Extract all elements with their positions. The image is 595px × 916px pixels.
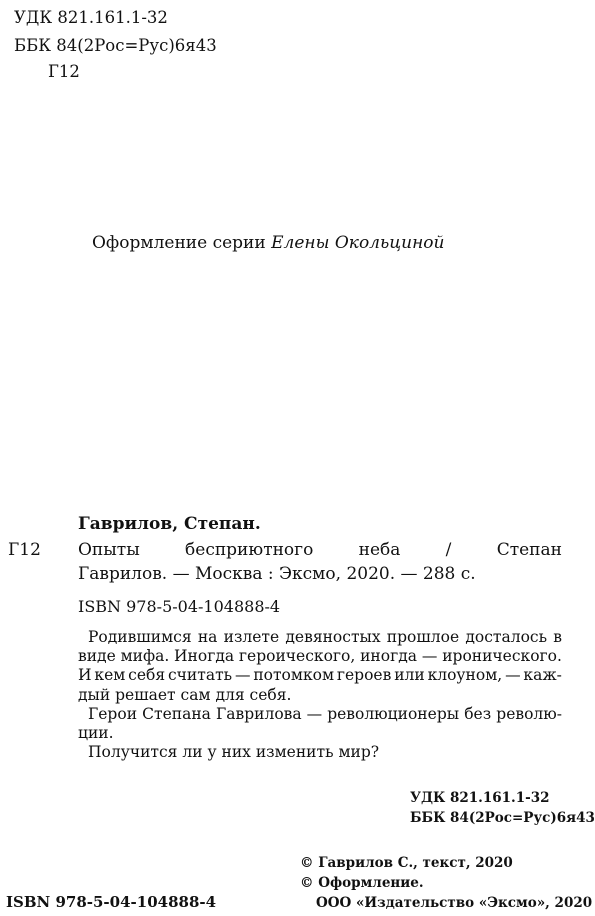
annotation-word: потомком: [253, 666, 335, 685]
annotation-word: девяностых: [285, 628, 381, 646]
annotation-text: ции.: [78, 724, 114, 743]
annotation-word: или: [394, 666, 425, 685]
annotation-word: героев: [336, 666, 392, 685]
annotation-word: себя: [128, 666, 166, 685]
annotation-word: каж-: [523, 666, 562, 685]
annotation-word: героического,: [238, 647, 356, 666]
annotation-word: виде: [78, 647, 116, 666]
annotation-word: —: [505, 666, 521, 685]
annotation-line-3: [78, 666, 562, 685]
annotation-word: мифа.: [120, 647, 170, 666]
author-mark: Г12: [8, 540, 41, 560]
udk-code-footer: УДК 821.161.1-32: [410, 790, 550, 806]
annotation-word: Родившимся: [88, 628, 192, 646]
annotation-word: Гаврилова —: [216, 704, 323, 723]
annotation-word: Герои: [88, 704, 138, 723]
bbk-code-footer: ББК 84(2Рос=Рус)6я43: [410, 810, 595, 826]
copyright-design: © Оформление.: [300, 875, 424, 891]
bbk-code-top: ББК 84(2Рос=Рус)6я43: [14, 36, 217, 55]
title-word: неба: [358, 540, 401, 560]
annotation-line-4: [78, 686, 562, 705]
annotation-word: иронического.: [442, 647, 562, 666]
author-mark-top: Г12: [48, 62, 80, 81]
annotation-line-7: [78, 743, 562, 762]
annotation-word: на: [197, 628, 218, 646]
copyright-publisher: ООО «Издательство «Эксмо», 2020: [316, 895, 593, 911]
title-word: Степан: [496, 540, 562, 560]
annotation-word: И: [78, 666, 92, 685]
series-designer-name: Елены Окольциной: [271, 233, 445, 253]
annotation-word: досталось: [465, 628, 548, 646]
annotation-word: считать: [168, 666, 233, 685]
annotation-word: —: [234, 666, 251, 685]
annotation: [78, 628, 562, 762]
author-heading: Гаврилов, Степан.: [78, 514, 261, 534]
annotation-text: Получится ли у них изменить мир?: [88, 743, 380, 762]
annotation-word: прошлое: [386, 628, 460, 646]
isbn-footer: ISBN 978-5-04-104888-4: [6, 893, 217, 911]
copyright-text: © Гаврилов С., текст, 2020: [300, 855, 513, 871]
annotation-text: дый решает сам для себя.: [78, 685, 292, 704]
annotation-word: Степана: [142, 704, 211, 723]
title-line-2: Гаврилов. — Москва : Эксмо, 2020. — 288 с.: [78, 564, 476, 584]
annotation-word: Иногда: [174, 647, 235, 666]
annotation-word: кем: [94, 666, 126, 685]
annotation-line-6: [78, 724, 562, 743]
annotation-word: клоуном,: [427, 666, 503, 685]
title-word: бесприютного: [185, 540, 314, 560]
annotation-line-2: [78, 647, 562, 666]
annotation-word: в: [553, 628, 562, 646]
annotation-line-1: [78, 628, 562, 647]
udk-code-top: УДК 821.161.1-32: [14, 8, 168, 27]
isbn-record: ISBN 978-5-04-104888-4: [78, 597, 281, 616]
series-design-prefix: Оформление серии: [92, 233, 266, 253]
annotation-word: без: [464, 704, 492, 723]
series-design-credit: [92, 233, 444, 253]
annotation-word: иногда —: [360, 647, 438, 666]
title-word: /: [445, 540, 452, 560]
annotation-line-5: [78, 705, 562, 724]
title-word: Опыты: [78, 540, 140, 560]
annotation-word: револю-: [496, 704, 562, 723]
annotation-word: излете: [223, 628, 280, 646]
title-line-1: [78, 540, 562, 560]
annotation-word: революционеры: [327, 704, 460, 723]
